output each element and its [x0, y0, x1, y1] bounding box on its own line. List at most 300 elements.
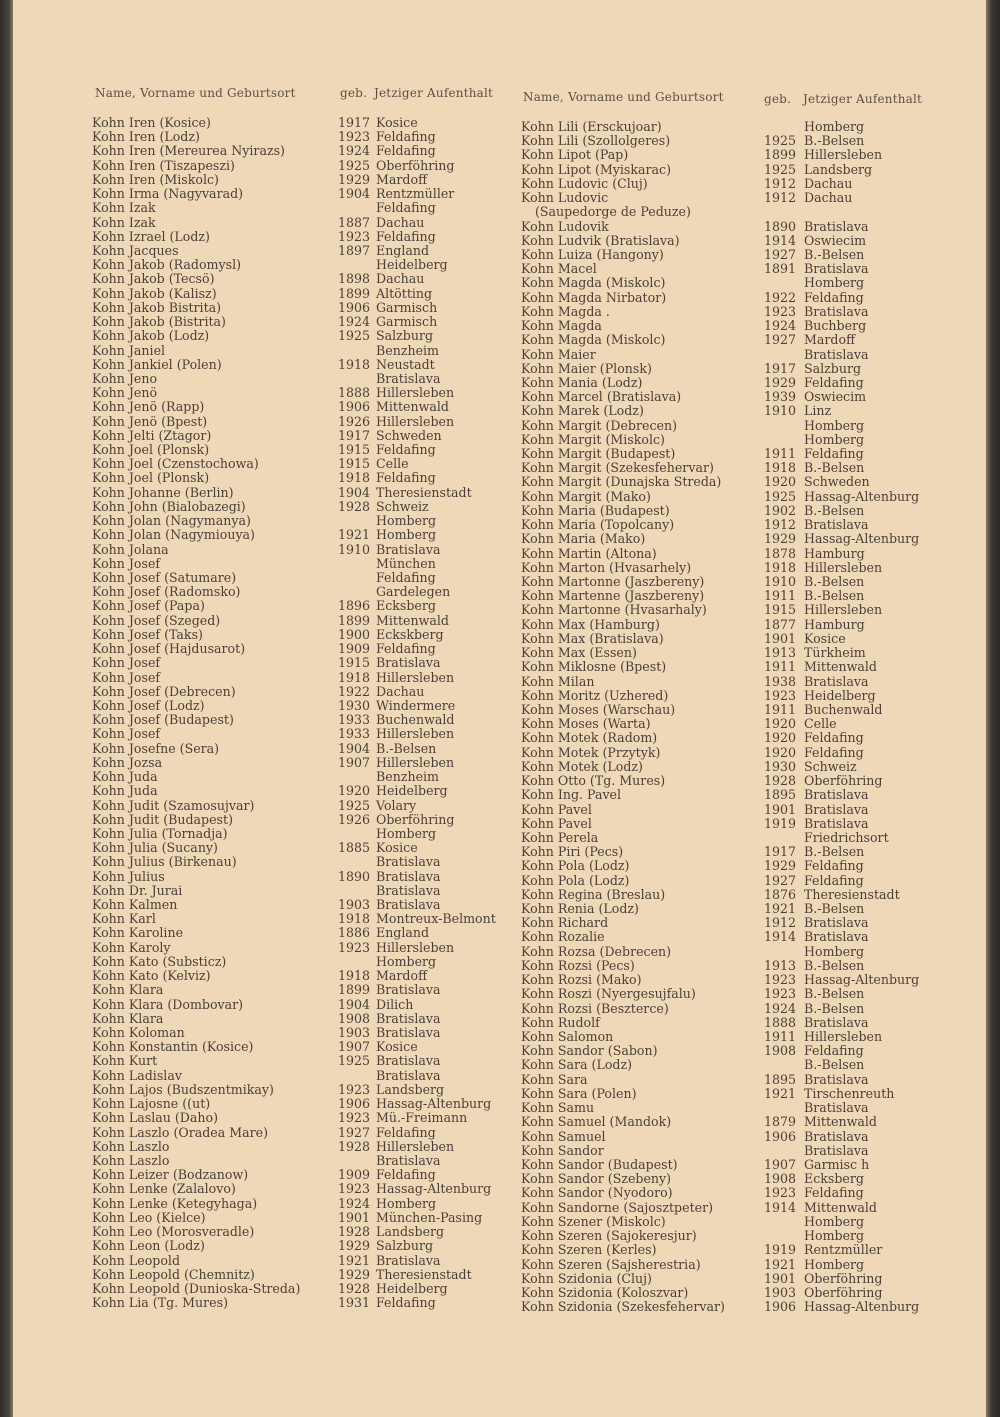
birth-year: 1904 — [338, 740, 371, 756]
entry-name: Kohn Lipot (Myiskarac) — [521, 161, 672, 177]
list-row — [92, 1225, 502, 1239]
birth-year: 1888 — [338, 385, 371, 401]
list-row — [521, 589, 941, 603]
entry-name: Kohn Martin (Altona) — [521, 545, 657, 561]
birth-year: 1895 — [764, 787, 797, 803]
birth-year: 1918 — [764, 559, 797, 575]
entry-name: Kohn Szidonia (Szekesfehervar) — [521, 1299, 725, 1315]
list-row — [521, 220, 941, 234]
current-residence: Bratislava — [804, 1014, 869, 1030]
birth-year: 1912 — [764, 517, 797, 533]
birth-year: 1925 — [338, 328, 371, 344]
current-residence: Theresienstadt — [376, 1266, 472, 1282]
entry-name: Kohn Margit (Debrecen) — [521, 417, 677, 433]
birth-year: 1923 — [764, 687, 797, 703]
list-row — [92, 1054, 502, 1068]
entry-name: Kohn Sandorne (Sajosztpeter) — [521, 1199, 714, 1215]
entry-name: Kohn Motek (Przytyk) — [521, 744, 661, 760]
entry-name: Kohn Sandor (Szebeny) — [521, 1171, 672, 1187]
birth-year: 1914 — [764, 929, 797, 945]
list-row — [92, 471, 502, 485]
header-born-right: geb. — [764, 92, 792, 106]
list-row — [521, 305, 941, 319]
birth-year: 1918 — [338, 356, 371, 372]
current-residence: Rentzmüller — [376, 186, 455, 202]
entry-name: Kohn Salomon — [521, 1029, 614, 1044]
birth-year: 1923 — [764, 1185, 797, 1201]
entry-name: Kohn Kato (Kelviz) — [92, 968, 211, 984]
current-residence: Theresienstadt — [804, 886, 900, 902]
list-row — [92, 301, 502, 315]
list-row — [521, 390, 941, 404]
current-residence: Bratislava — [376, 882, 441, 898]
list-row — [92, 116, 502, 130]
entry-name: Kohn Pola (Lodz) — [521, 872, 630, 888]
birth-year: 1895 — [764, 1071, 797, 1087]
entry-name: Kohn Rozsi (Pecs) — [521, 957, 635, 973]
entry-name: Kohn Jakob (Tecsö) — [92, 271, 215, 287]
birth-year: 1907 — [764, 1156, 797, 1172]
entry-name: Kohn Rozsi (Beszterce) — [521, 1000, 669, 1016]
entry-name: Kohn Motek (Radom) — [521, 730, 658, 746]
birth-year: 1923 — [764, 303, 797, 319]
list-row — [92, 870, 502, 884]
entry-name: Kohn Kurt — [92, 1053, 158, 1069]
list-row — [521, 603, 941, 617]
entry-name: Kohn Julia (Tornadja) — [92, 825, 228, 841]
current-residence: Mittenwald — [804, 1199, 877, 1215]
entry-name: Kohn Magda (Miskolc) — [521, 332, 666, 348]
list-row — [92, 884, 502, 898]
entry-name: Kohn Josef (Taks) — [92, 626, 203, 642]
birth-year: 1911 — [764, 1029, 797, 1044]
entry-name: Kohn Jolana — [92, 541, 169, 557]
entry-name: Kohn Sara (Polen) — [521, 1085, 637, 1101]
list-row — [92, 543, 502, 557]
birth-year: 1912 — [764, 175, 797, 191]
birth-year: 1923 — [764, 986, 797, 1002]
list-row — [92, 329, 502, 343]
entry-name: Kohn Samu — [521, 1100, 595, 1116]
birth-year: 1903 — [764, 1284, 797, 1300]
entry-name: Kohn Szener (Miskolc) — [521, 1213, 666, 1229]
current-residence: Hassag-Altenburg — [376, 1181, 492, 1197]
birth-year: 1922 — [764, 289, 797, 305]
current-residence: Hillersleben — [804, 559, 883, 575]
birth-year: 1923 — [338, 939, 371, 955]
current-residence: Feldafing — [804, 446, 864, 462]
birth-year: 1933 — [338, 712, 371, 728]
entry-name: Kohn Juda — [92, 769, 158, 785]
entry-name: Kohn Josef (Szeged) — [92, 612, 221, 628]
birth-year: 1919 — [764, 815, 797, 831]
current-residence: Dachau — [804, 175, 853, 191]
current-residence: Türkheim — [804, 645, 866, 661]
entry-name: Kohn Josefne (Sera) — [92, 740, 220, 756]
entry-name: Kohn Jankiel (Polen) — [92, 356, 222, 372]
current-residence: Homberg — [804, 943, 865, 959]
list-row — [92, 1154, 502, 1168]
list-row — [521, 945, 941, 959]
list-row — [92, 1254, 502, 1268]
list-row — [92, 443, 502, 457]
birth-year: 1927 — [764, 872, 797, 888]
list-row — [521, 632, 941, 646]
current-residence: Bratislava — [376, 982, 441, 998]
current-residence: Benzheim — [376, 769, 439, 785]
birth-year: 1904 — [338, 996, 371, 1012]
current-residence: Feldafing — [804, 730, 864, 746]
birth-year: 1885 — [338, 840, 371, 856]
current-residence: Dachau — [376, 214, 425, 230]
entry-name: Kohn Leopold — [92, 1252, 181, 1268]
list-row — [521, 1272, 941, 1286]
birth-year: 1906 — [764, 1299, 797, 1315]
list-row — [521, 1229, 941, 1243]
birth-year: 1923 — [764, 972, 797, 988]
entry-name: Kohn Josef (Papa) — [92, 598, 205, 614]
birth-year: 1906 — [338, 299, 371, 315]
birth-year: 1898 — [338, 271, 371, 287]
current-residence: Ecksberg — [804, 1171, 864, 1187]
list-row — [92, 372, 502, 386]
entry-name: Kohn Karl — [92, 911, 156, 927]
list-row — [521, 1243, 941, 1257]
list-row — [521, 788, 941, 802]
list-row — [521, 916, 941, 930]
list-row — [521, 475, 941, 489]
list-row — [521, 547, 941, 561]
list-row — [92, 656, 502, 670]
birth-year: 1921 — [338, 527, 371, 543]
entry-name: Kohn Klara — [92, 1010, 164, 1026]
current-residence: Garmisch — [376, 299, 438, 315]
list-row — [521, 333, 941, 347]
current-residence: Homberg — [804, 417, 865, 433]
current-residence: Mittenwald — [376, 399, 449, 415]
current-residence: Homberg — [804, 1256, 865, 1272]
current-residence: Ecksberg — [376, 598, 436, 614]
list-row — [92, 358, 502, 372]
entry-name: Kohn Josef (Satumare) — [92, 570, 237, 585]
current-residence: Dachau — [376, 271, 425, 287]
entry-name: Kohn Izak — [92, 200, 156, 216]
current-residence: Hamburg — [804, 545, 865, 561]
entry-name: Kohn Iren (Lodz) — [92, 129, 200, 145]
list-row — [521, 234, 941, 248]
birth-year: 1902 — [764, 502, 797, 518]
birth-year: 1917 — [338, 115, 371, 130]
current-residence: Schweden — [376, 427, 442, 443]
entry-name: Kohn John (Bialobazegi) — [92, 498, 246, 514]
current-residence: Bratislava — [804, 801, 869, 817]
list-row — [92, 1040, 502, 1054]
entry-name: Kohn Renia (Lodz) — [521, 901, 639, 917]
current-residence: Feldafing — [804, 289, 864, 305]
list-row — [521, 1030, 941, 1044]
current-residence: Hamburg — [804, 616, 865, 632]
current-residence: Feldafing — [376, 570, 436, 585]
birth-year: 1928 — [338, 1138, 371, 1154]
birth-year: 1904 — [338, 484, 371, 500]
entry-name: Kohn Iren (Tiszapeszi) — [92, 157, 235, 173]
current-residence: München-Pasing — [376, 1209, 483, 1225]
current-residence: B.-Belsen — [804, 986, 865, 1002]
list-row — [521, 490, 941, 504]
entry-name: Kohn Margit (Dunajska Streda) — [521, 474, 722, 490]
birth-year: 1915 — [764, 602, 797, 618]
entry-name: Kohn Josef — [92, 726, 161, 742]
current-residence: Homberg — [376, 1195, 437, 1211]
current-residence: Bratislava — [804, 1100, 869, 1116]
birth-year: 1877 — [764, 616, 797, 632]
list-row — [92, 244, 502, 258]
current-residence: Bratislava — [804, 673, 869, 689]
current-residence: Bratislava — [376, 1025, 441, 1040]
list-row — [521, 362, 941, 376]
birth-year: 1907 — [338, 1039, 371, 1055]
list-row — [92, 571, 502, 585]
birth-year: 1925 — [338, 157, 371, 173]
entry-name: Kohn Ludovic — [521, 190, 609, 206]
current-residence: Hillersleben — [804, 602, 883, 618]
birth-year: 1910 — [338, 541, 371, 557]
list-row — [92, 827, 502, 841]
current-residence: Hillersleben — [804, 1029, 883, 1044]
current-residence: Dachau — [804, 190, 853, 206]
birth-year: 1899 — [338, 285, 371, 301]
list-row — [92, 614, 502, 628]
birth-year: 1904 — [338, 186, 371, 202]
entry-name: Kohn Marcel (Bratislava) — [521, 389, 682, 405]
list-row — [521, 120, 941, 134]
current-residence: Bratislava — [376, 1067, 441, 1083]
entry-name: Kohn Magda . — [521, 303, 610, 319]
entry-name: Kohn Laszlo — [92, 1152, 170, 1168]
list-row — [521, 817, 941, 831]
list-row — [521, 1073, 941, 1087]
birth-year: 1879 — [764, 1114, 797, 1130]
current-residence: Feldafing — [376, 228, 436, 244]
list-row — [92, 998, 502, 1012]
list-row — [521, 859, 941, 873]
birth-year: 1921 — [338, 1252, 371, 1268]
entry-name: Kohn Rozalie — [521, 929, 605, 945]
list-row — [521, 319, 941, 333]
entry-name: Kohn Margit (Miskolc) — [521, 431, 665, 447]
birth-year: 1908 — [338, 1010, 371, 1026]
entry-name: Kohn Lenke (Ketegyhaga) — [92, 1195, 258, 1211]
birth-year: 1912 — [764, 915, 797, 931]
current-residence: Oberföhring — [376, 811, 455, 827]
current-residence: Bratislava — [376, 868, 441, 884]
entry-name: Kohn Ludvik (Bratislava) — [521, 232, 680, 248]
birth-year: 1931 — [338, 1295, 371, 1311]
current-residence: Bratislava — [376, 1010, 441, 1026]
list-row — [521, 1115, 941, 1129]
current-residence: Schweden — [804, 474, 870, 490]
current-residence: B.-Belsen — [804, 246, 865, 262]
entry-name: Kohn Maier (Plonsk) — [521, 360, 652, 376]
list-row — [92, 770, 502, 784]
current-residence: Oberföhring — [376, 157, 455, 173]
current-residence: Mittenwald — [376, 612, 449, 628]
entry-name: Kohn Szidonia (Cluj) — [521, 1270, 652, 1286]
entry-name: Kohn Rozsi (Mako) — [521, 972, 642, 988]
entry-name: Kohn Moses (Warschau) — [521, 701, 676, 717]
entry-name: Kohn Marton (Hvasarhely) — [521, 559, 692, 575]
birth-year: 1878 — [764, 545, 797, 561]
entry-name: Kohn Iren (Mereurea Nyirazs) — [92, 143, 285, 159]
current-residence: Oberföhring — [804, 1284, 883, 1300]
entry-name: Kohn Ludovic (Cluj) — [521, 175, 648, 191]
current-residence: Bratislava — [804, 915, 869, 931]
entry-name: Kohn Josef (Radomsko) — [92, 584, 241, 600]
current-residence: B.-Belsen — [804, 957, 865, 973]
current-residence: Bratislava — [376, 897, 441, 913]
list-row — [92, 685, 502, 699]
birth-year: 1876 — [764, 886, 797, 902]
list-row — [521, 1087, 941, 1101]
list-row — [521, 703, 941, 717]
list-row — [521, 888, 941, 902]
current-residence: Bratislava — [804, 261, 869, 277]
entry-name: Kohn Leo (Morosveradle) — [92, 1224, 255, 1240]
entry-name: Kohn Max (Bratislava) — [521, 630, 664, 646]
birth-year: 1915 — [338, 442, 371, 458]
list-row — [92, 187, 502, 201]
list-row — [521, 660, 941, 674]
list-row — [521, 376, 941, 390]
current-residence: Feldafing — [376, 143, 436, 159]
list-row — [521, 1101, 941, 1115]
entry-name: Kohn Iren (Miskolc) — [92, 171, 219, 187]
current-residence: Feldafing — [376, 200, 436, 216]
current-residence: B.-Belsen — [804, 574, 865, 589]
list-row — [92, 983, 502, 997]
current-residence: B.-Belsen — [376, 740, 437, 756]
current-residence: Landsberg — [376, 1224, 445, 1240]
current-residence: Bratislava — [376, 854, 441, 870]
entry-name: Kohn Marek (Lodz) — [521, 403, 644, 419]
entry-name: Kohn Jakob (Radomysl) — [92, 257, 242, 273]
birth-year: 1924 — [764, 318, 797, 334]
current-residence: Bratislava — [804, 517, 869, 533]
birth-year: 1918 — [764, 460, 797, 476]
birth-year: 1911 — [764, 701, 797, 717]
entry-name: Kohn Lajosne ((ut) — [92, 1096, 211, 1112]
current-residence: Hillersleben — [376, 669, 455, 685]
page-right-edge — [986, 0, 1000, 1417]
birth-year: 1901 — [338, 1209, 371, 1225]
entry-name: Kohn Samuel (Mandok) — [521, 1114, 672, 1130]
current-residence: Oberföhring — [804, 773, 883, 789]
list-row — [92, 1097, 502, 1111]
birth-year: 1924 — [338, 314, 371, 330]
birth-year: 1899 — [338, 612, 371, 628]
birth-year: 1906 — [338, 1096, 371, 1112]
current-residence: Landsberg — [804, 161, 873, 177]
current-residence: Theresienstadt — [376, 484, 472, 500]
entry-name: Kohn Perela — [521, 829, 599, 845]
birth-year: 1925 — [338, 797, 371, 813]
list-row — [92, 912, 502, 926]
entry-name: Kohn Karoly — [92, 939, 171, 955]
list-row — [521, 291, 941, 305]
entry-name: Kohn Jeno — [92, 370, 158, 386]
current-residence: Hillersleben — [376, 754, 455, 770]
entry-name: Kohn Maria (Budapest) — [521, 502, 670, 518]
current-residence: Homberg — [804, 1213, 865, 1229]
list-row — [521, 404, 941, 418]
list-row — [521, 575, 941, 589]
current-residence: B.-Belsen — [804, 1000, 865, 1016]
list-row — [521, 348, 941, 362]
current-residence: Feldafing — [376, 442, 436, 458]
entry-name: Kohn Sandor (Sabon) — [521, 1043, 658, 1059]
entry-name: Kohn Julius (Birkenau) — [92, 854, 237, 870]
entry-name: Kohn Macel — [521, 261, 597, 277]
birth-year: 1910 — [764, 574, 797, 589]
list-row — [92, 1111, 502, 1125]
current-residence: Bratislava — [376, 1252, 441, 1268]
birth-year: 1901 — [764, 1270, 797, 1286]
entry-name: Kohn Izak — [92, 214, 156, 230]
entry-name: Kohn Klara (Dombovar) — [92, 996, 244, 1012]
current-residence: Hillersleben — [376, 726, 455, 742]
current-residence: Landsberg — [376, 1081, 445, 1097]
entry-name: Kohn Julia (Sucany) — [92, 840, 218, 856]
list-row — [92, 955, 502, 969]
list-row — [521, 774, 941, 788]
current-residence: Homberg — [804, 431, 865, 447]
birth-year: 1903 — [338, 1025, 371, 1040]
birth-year: 1913 — [764, 957, 797, 973]
entry-name: Kohn Jenö (Bpest) — [92, 413, 208, 429]
entry-name: Kohn Kato (Substicz) — [92, 953, 227, 969]
list-row — [521, 1286, 941, 1300]
current-residence: Oberföhring — [804, 1270, 883, 1286]
list-row — [521, 689, 941, 703]
birth-year: 1929 — [764, 374, 797, 390]
entry-name: Kohn Laszlo — [92, 1138, 170, 1154]
birth-year: 1924 — [338, 143, 371, 159]
list-row — [92, 1140, 502, 1154]
birth-year: 1933 — [338, 726, 371, 742]
list-row — [92, 628, 502, 642]
entry-name: Kohn Magda — [521, 318, 602, 334]
entry-name: Kohn Maria (Topolcany) — [521, 517, 675, 533]
current-residence: Dilich — [376, 996, 414, 1012]
entry-name: Kohn Moses (Warta) — [521, 716, 651, 732]
entry-name: Kohn Maria (Mako) — [521, 531, 646, 547]
birth-year: 1918 — [338, 968, 371, 984]
list-row — [92, 1268, 502, 1282]
current-residence: Feldafing — [804, 1185, 864, 1201]
current-residence: Salzburg — [376, 1238, 434, 1254]
entry-name: Kohn Josef (Lodz) — [92, 697, 205, 713]
current-residence: Feldafing — [804, 744, 864, 760]
birth-year: 1899 — [338, 982, 371, 998]
entry-name: Kohn Sara — [521, 1071, 588, 1087]
entry-name: Kohn Leopold (Dunioska-Streda) — [92, 1280, 301, 1296]
birth-year: 1923 — [338, 1081, 371, 1097]
birth-year: 1927 — [764, 332, 797, 348]
birth-year: 1890 — [338, 868, 371, 884]
list-row — [521, 205, 941, 219]
current-residence: Dachau — [376, 683, 425, 699]
birth-year: 1923 — [338, 129, 371, 145]
